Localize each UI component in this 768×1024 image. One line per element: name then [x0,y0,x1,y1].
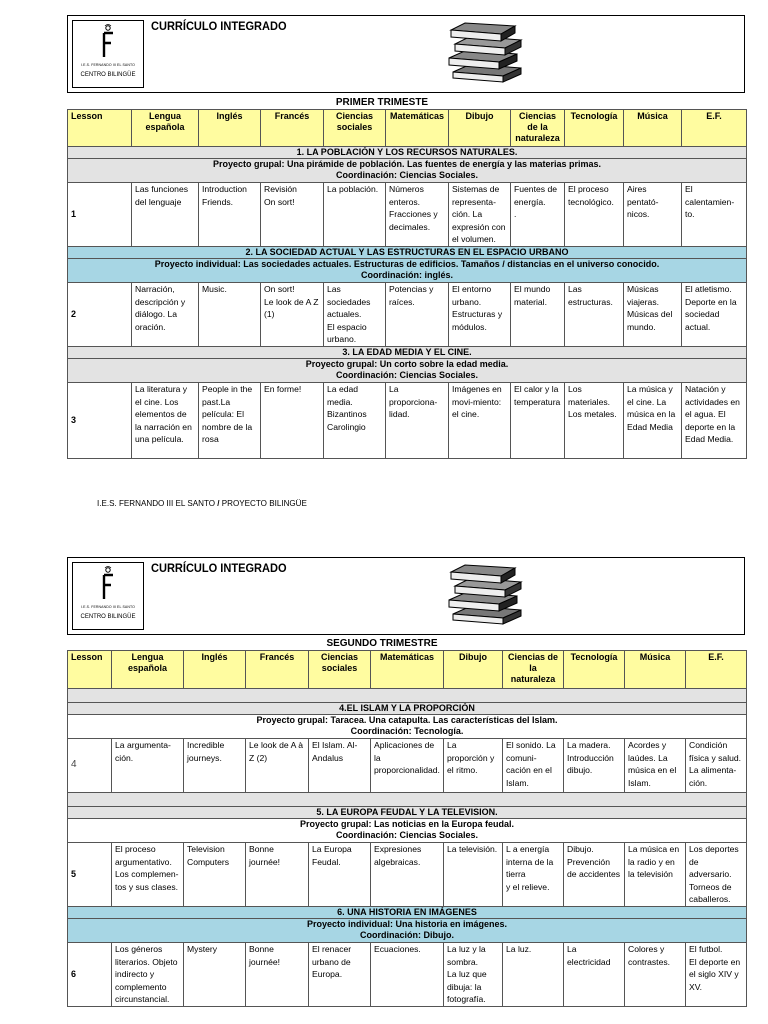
logo-emblem-icon [73,21,143,65]
col-musica: Música [624,110,682,147]
spacer [68,689,747,703]
cell: Imágenes en movi-miento: el cine. [449,382,511,458]
cell: La luz. [503,942,564,1006]
header-box-2 [67,557,745,635]
unit-project: Proyecto grupal: Taracea. Una catapulta. Las características del Islam. Coordinación: Tecnología. [68,715,747,739]
curriculum-table-2 [67,650,747,1007]
unit-project: Proyecto grupal: Las noticias en la Europa feudal. Coordinación: Ciencias Sociales. [68,819,747,843]
col-dibujo: Dibujo [444,651,503,689]
page-title: CURRÍCULO INTEGRADO [151,19,287,33]
cell: El renacer urbano de Europa. [309,942,371,1006]
lesson-row [68,843,747,907]
cell: Los materiales. Los metales. [565,382,624,458]
cell: El Islam. Al-Andalus [309,739,371,793]
cell: Aires pentató-nicos. [624,183,682,247]
cell: Colores y contrastes. [625,942,686,1006]
cell: Mystery [184,942,246,1006]
cell: Las funciones del lenguaje [132,183,199,247]
cell: La televisión. [444,843,503,907]
cell: On sort! Le look de A Z (1) [261,282,324,346]
cell: Condición física y salud. La alimenta-ción. [686,739,747,793]
unit-project: Proyecto grupal: Una pirámide de población. Las fuentes de energía y las materias primas. Coordinación: Ciencias Sociales. [68,159,747,183]
col-tecnologia: Tecnología [564,651,625,689]
cell: El proceso tecnológico. [565,183,624,247]
col-tecnologia: Tecnología [565,110,624,147]
unit-title: 1. LA POBLACIÓN Y LOS RECURSOS NATURALES. [68,147,747,159]
cell: Incredible journeys. [184,739,246,793]
cell: Television Computers [184,843,246,907]
footer-project: PROYECTO BILINGÜE [221,498,307,508]
col-ef: E.F. [686,651,747,689]
logo-bilingual: CENTRO BILINGÜE [80,614,136,620]
spacer [68,793,747,807]
lesson-row [68,282,747,346]
col-lesson: Lesson [68,651,112,689]
logo-school-name: I.E.S. FERNANDO III EL SANTO [81,63,135,67]
footer-school: I.E.S. FERNANDO III EL SANTO [97,498,216,508]
col-matematicas: Matemáticas [371,651,444,689]
col-naturaleza: Ciencias de la naturaleza [511,110,565,147]
col-dibujo: Dibujo [449,110,511,147]
col-naturaleza: Ciencias de la naturaleza [503,651,564,689]
cell: La población. [324,183,386,247]
cell: Potencias y raíces. [386,282,449,346]
cell: Narración, descripción y diálogo. La oración. [132,282,199,346]
cell: Sistemas de representa-ción. La expresión con el volumen. [449,183,511,247]
col-ingles: Inglés [199,110,261,147]
books-icon [443,22,525,84]
books-icon [443,564,525,626]
lesson-number: 5 [68,843,112,907]
cell: Music. [199,282,261,346]
header-row [68,110,747,147]
col-ef: E.F. [682,110,747,147]
lesson-number: 1 [68,183,132,247]
cell: El sonido. La comuni-cación en el Islam. [503,739,564,793]
cell: La Europa Feudal. [309,843,371,907]
cell: La proporción y el ritmo. [444,739,503,793]
footer-separator: / [217,498,220,508]
cell: Dibujo. Prevención de accidentes [564,843,625,907]
cell: L a energía interna de la tierra y el relieve. [503,843,564,907]
unit-project: Proyecto individual: Una historia en imágenes. Coordinación: Dibujo. [68,918,747,942]
trimester-title-1: PRIMER TRIMESTE [335,97,429,108]
cell: Natación y actividades en el agua. El deporte en la Edad Media. [682,382,747,458]
logo-bilingual: CENTRO BILINGÜE [80,72,136,78]
school-logo [72,562,144,630]
col-lengua: Lengua española [112,651,184,689]
col-matematicas: Matemáticas [386,110,449,147]
cell: La literatura y el cine. Los elementos de la narración en una película. [132,382,199,458]
cell: Expresiones algebraicas. [371,843,444,907]
cell: People in the past.La película: El nombre de la rosa [199,382,261,458]
unit-title: 4.EL ISLAM Y LA PROPORCIÓN [68,703,747,715]
cell: Las estructuras. [565,282,624,346]
cell: Bonne journée! [246,843,309,907]
trimester-title-2: SEGUNDO TRIMESTRE [326,638,438,649]
col-frances: Francés [246,651,309,689]
col-lengua: Lengua española [132,110,199,147]
lesson-number: 2 [68,282,132,346]
cell: Músicas viajeras. Músicas del mundo. [624,282,682,346]
cell: El calentamien-to. [682,183,747,247]
cell: Los géneros literarios. Objeto indirecto y complemento circunstancial. [112,942,184,1006]
cell: La edad media. Bizantinos Carolingio [324,382,386,458]
lesson-number: 6 [68,942,112,1006]
lesson-row [68,382,747,458]
cell: Números enteros. Fracciones y decimales. [386,183,449,247]
cell: El calor y la temperatura [511,382,565,458]
cell: Bonne journée! [246,942,309,1006]
lesson-row [68,739,747,793]
cell: Le look de A à Z (2) [246,739,309,793]
cell: La música en la radio y en la televisión [625,843,686,907]
lesson-row [68,183,747,247]
cell: En forme! [261,382,324,458]
header-box-1 [67,15,745,93]
col-sociales: Ciencias sociales [324,110,386,147]
unit-title: 6. UNA HISTORIA EN IMÁGENES [68,906,747,918]
unit-title: 3. LA EDAD MEDIA Y EL CINE. [68,346,747,358]
unit-title: 5. LA EUROPA FEUDAL Y LA TELEVISION. [68,807,747,819]
cell: La madera. Introducción dibujo. [564,739,625,793]
col-sociales: Ciencias sociales [309,651,371,689]
cell: Ecuaciones. [371,942,444,1006]
logo-school-name: I.E.S. FERNANDO III EL SANTO [81,605,135,609]
cell: El atletismo. Deporte en la sociedad actual. [682,282,747,346]
col-ingles: Inglés [184,651,246,689]
cell: Las sociedades actuales. El espacio urbano. [324,282,386,346]
col-lesson: Lesson [68,110,132,147]
logo-emblem-icon [73,563,143,607]
school-logo [72,20,144,88]
unit-title: 2. LA SOCIEDAD ACTUAL Y LAS ESTRUCTURAS EN EL ESPACIO URBANO [68,246,747,258]
unit-project: Proyecto individual: Las sociedades actuales. Estructuras de edificios. Tamaños / distancias en el universo conocido. Coordinación: inglés. [68,258,747,282]
lesson-number: 3 [68,382,132,458]
cell: Los deportes de adversario. Torneos de caballeros. [686,843,747,907]
cell: Acordes y laúdes. La música en el Islam. [625,739,686,793]
cell: El proceso argumentativo. Los complemen-tos y sus clases. [112,843,184,907]
lesson-row [68,942,747,1006]
cell: La proporciona-lidad. [386,382,449,458]
cell: El futbol. El deporte en el siglo XIV y XV. [686,942,747,1006]
cell: La argumenta-ción. [112,739,184,793]
cell: La música y el cine. La música en la Edad Media [624,382,682,458]
cell: Revisión On sort! [261,183,324,247]
header-row [68,651,747,689]
cell: La electricidad [564,942,625,1006]
unit-project: Proyecto grupal: Un corto sobre la edad media. Coordinación: Ciencias Sociales. [68,358,747,382]
cell: Aplicaciones de la proporcionalidad. [371,739,444,793]
lesson-number: 4 [68,739,112,793]
curriculum-table-1 [67,109,747,459]
page-title: CURRÍCULO INTEGRADO [151,561,287,575]
cell: La luz y la sombra. La luz que dibuja: la fotografía. [444,942,503,1006]
col-musica: Música [625,651,686,689]
cell: Introduction Friends. [199,183,261,247]
col-frances: Francés [261,110,324,147]
cell: El mundo material. [511,282,565,346]
page-footer [97,498,307,508]
cell: El entorno urbano. Estructuras y módulos. [449,282,511,346]
cell: Fuentes de energía. . [511,183,565,247]
